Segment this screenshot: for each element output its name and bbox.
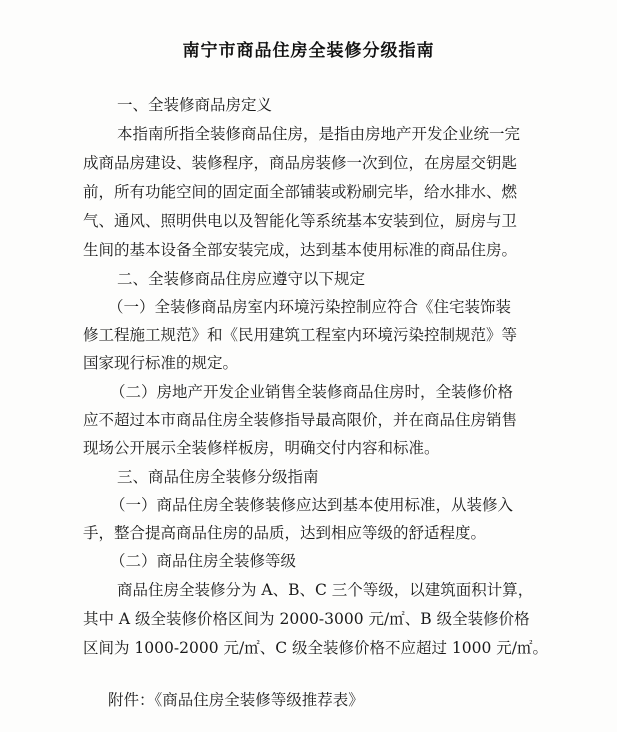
paragraph-line: 其中 A 级全装修价格区间为 2000-3000 元/㎡、B 级全装修价格 [83, 610, 530, 628]
paragraph-line: （二）房地产开发企业销售全装修商品住房时，全装修价格 [110, 383, 514, 401]
subsection-heading: （二）商品住房全装修等级 [110, 552, 297, 570]
paragraph-line: 生间的基本设备全部安装完成，达到基本使用标准的商品住房。 [83, 241, 518, 259]
paragraph-line: 应不超过本市商品住房全装修指导最高限价，并在商品住房销售 [83, 411, 518, 429]
paragraph-line: （一）商品住房全装修装修应达到基本使用标准，从装修入 [110, 496, 514, 514]
paragraph-line: 修工程施工规范》和《民用建筑工程室内环境污染控制规范》等 [83, 326, 518, 344]
attachment-note: 附件：《商品住房全装修等级推荐表》 [108, 691, 364, 709]
section-heading-3: 三、商品住房全装修分级指南 [117, 468, 319, 486]
paragraph-line: 本指南所指全装修商品住房，是指由房地产开发企业统一完 [117, 125, 521, 143]
paragraph-line: （一）全装修商品房室内环境污染控制应符合《住宅装饰装 [108, 298, 512, 316]
page-title: 南宁市商品住房全装修分级指南 [182, 41, 435, 61]
paragraph-line: 手，整合提高商品住房的品质，达到相应等级的舒适程度。 [83, 524, 487, 542]
paragraph-line: 气、通风、照明供电以及智能化等系统基本安装到位，厨房与卫 [83, 212, 518, 230]
paragraph-line: 国家现行标准的规定。 [83, 354, 239, 372]
paragraph-line: 区间为 1000-2000 元/㎡、C 级全装修价格不应超过 1000 元/㎡。 [83, 639, 549, 657]
paragraph-line: 成商品房建设、装修程序，商品房装修一次到位，在房屋交钥匙 [83, 154, 518, 172]
paragraph-line: 前，所有功能空间的固定面全部铺装或粉刷完毕，给水排水、燃 [83, 183, 518, 201]
section-heading-2: 二、全装修商品住房应遵守以下规定 [117, 270, 366, 288]
section-heading-1: 一、全装修商品房定义 [117, 96, 273, 114]
paragraph-line: 商品住房全装修分为 A、B、C 三个等级，以建筑面积计算， [117, 581, 534, 599]
paragraph-line: 现场公开展示全装修样板房，明确交付内容和标准。 [83, 439, 440, 457]
